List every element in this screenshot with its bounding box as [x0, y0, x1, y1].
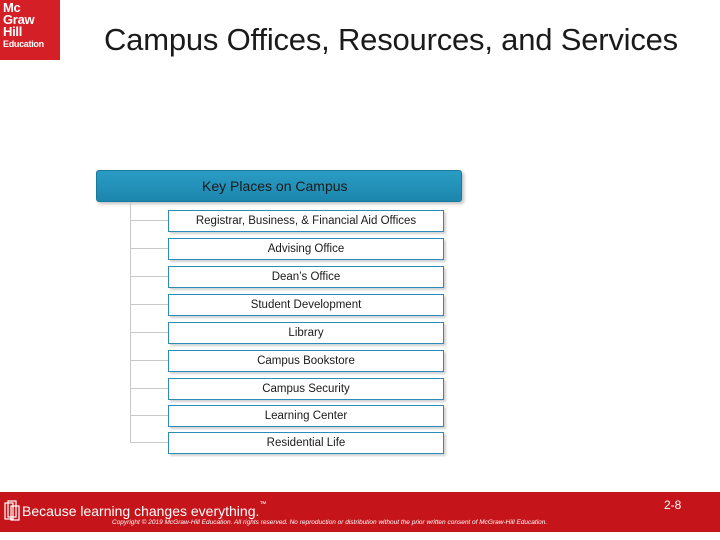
child-node: Library	[168, 322, 444, 344]
connector-branch	[130, 220, 168, 221]
connector-trunk	[130, 202, 131, 442]
footer-tagline	[22, 503, 266, 519]
logo-line: Graw	[3, 12, 35, 27]
root-node-label: Key Places on Campus	[202, 178, 348, 194]
child-node: Registrar, Business, & Financial Aid Offices	[168, 210, 444, 232]
connector-branch	[130, 332, 168, 333]
connector-branch	[130, 360, 168, 361]
child-node: Campus Security	[168, 378, 444, 400]
footer-bar	[0, 492, 720, 532]
logo-line: Mc	[3, 0, 21, 15]
logo-line: Hill	[3, 24, 23, 39]
child-node: Residential Life	[168, 432, 444, 454]
copyright-notice: Copyright © 2019 McGraw-Hill Education. All rights reserved. No reproduction or distribution without the prior written consent of McGraw-Hill Education.	[112, 519, 548, 526]
child-node: Campus Bookstore	[168, 350, 444, 372]
tagline-text: Because learning changes everything.	[22, 503, 260, 519]
connector-branch	[130, 442, 168, 443]
child-node: Student Development	[168, 294, 444, 316]
connector-branch	[130, 388, 168, 389]
connector-branch	[130, 304, 168, 305]
child-node: Learning Center	[168, 405, 444, 427]
child-node: Advising Office	[168, 238, 444, 260]
child-node: Dean’s Office	[168, 266, 444, 288]
page-number: 2-8	[664, 498, 682, 512]
connector-branch	[130, 248, 168, 249]
slide-title: Campus Offices, Resources, and Services	[104, 22, 678, 57]
logo-line: Education	[3, 39, 44, 49]
trademark-symbol: ™	[259, 501, 267, 508]
connector-branch	[130, 415, 168, 416]
connector-branch	[130, 276, 168, 277]
root-node	[96, 170, 462, 202]
